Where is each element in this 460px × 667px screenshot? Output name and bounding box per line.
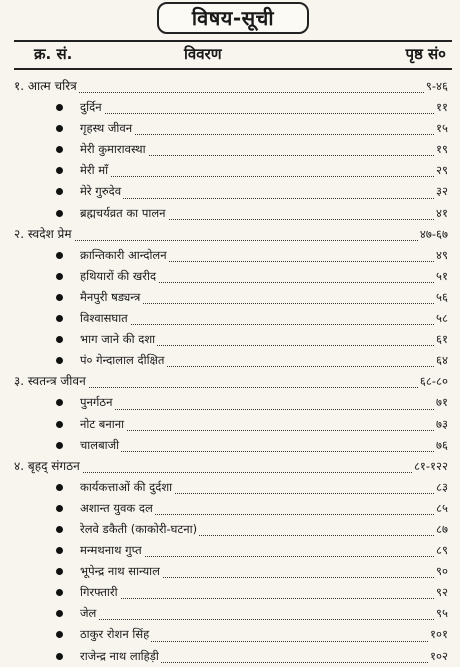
toc-section[interactable] <box>14 456 452 477</box>
bullet-icon <box>56 526 63 533</box>
bullet-icon <box>56 610 63 617</box>
bullet-icon <box>56 273 63 280</box>
entry-title: मेरे गुरुदेव <box>80 181 123 202</box>
title-box <box>157 2 309 34</box>
entry-page: ७६ <box>434 435 448 456</box>
entry-title: दुर्दिन <box>80 97 104 118</box>
bullet-icon <box>56 653 63 660</box>
toc-section[interactable] <box>14 371 452 392</box>
entry-page: ८३ <box>434 477 448 498</box>
toc-entry[interactable] <box>14 308 452 329</box>
leader-dots <box>80 619 448 620</box>
header-page-no: पृष्ठ सं० <box>405 45 446 63</box>
entry-title: पं० गेन्दालाल दीक्षित <box>80 350 166 371</box>
bullet-icon <box>56 104 63 111</box>
bullet-icon <box>56 399 63 406</box>
bullet-icon <box>56 505 63 512</box>
leader-dots <box>80 409 448 410</box>
entry-page: ११ <box>434 97 448 118</box>
toc-entry[interactable] <box>14 519 452 540</box>
entry-title: भाग जाने की दशा <box>80 329 157 350</box>
section-title: २. स्वदेश प्रेम <box>14 224 74 245</box>
section-page-range: ४७-६७ <box>418 224 448 245</box>
bullet-icon <box>56 146 63 153</box>
entry-page: ६१ <box>434 329 448 350</box>
toc-entry[interactable] <box>14 350 452 371</box>
entry-page: ४९ <box>434 245 448 266</box>
toc-entry[interactable] <box>14 203 452 224</box>
entry-page: ८९ <box>434 540 448 561</box>
bullet-icon <box>56 547 63 554</box>
toc-entry[interactable] <box>14 160 452 181</box>
bullet-icon <box>56 484 63 491</box>
entry-page: ५८ <box>434 308 448 329</box>
leader-dots <box>14 92 448 93</box>
entry-page: १५ <box>434 118 448 139</box>
leader-dots <box>80 598 448 599</box>
column-header <box>14 44 452 68</box>
entry-page: ८७ <box>434 519 448 540</box>
toc-entry[interactable] <box>14 97 452 118</box>
bullet-icon <box>56 631 63 638</box>
entry-page: ९५ <box>434 603 448 624</box>
entry-title: कार्यकत्ताओं की दुर्दशा <box>80 477 174 498</box>
bullet-icon <box>56 357 63 364</box>
entry-title: मैनपुरी षड्यन्त्र <box>80 287 142 308</box>
bullet-icon <box>56 252 63 259</box>
bullet-icon <box>56 442 63 449</box>
toc-entry[interactable] <box>14 266 452 287</box>
entry-title: विश्वासघात <box>80 308 130 329</box>
entry-title: अशान्त युवक दल <box>80 498 155 519</box>
leader-dots <box>80 324 448 325</box>
toc-entry[interactable] <box>14 540 452 561</box>
entry-title: नोट बनाना <box>80 414 126 435</box>
entry-page: ८५ <box>434 498 448 519</box>
header-description: विवरण <box>184 45 222 63</box>
entry-page: ६४ <box>434 350 448 371</box>
entry-title: मेरी कुमारावस्था <box>80 139 148 160</box>
entry-page: १०१ <box>428 624 448 645</box>
toc-entry[interactable] <box>14 646 452 667</box>
toc-entry[interactable] <box>14 414 452 435</box>
header-rule <box>14 68 452 70</box>
leader-dots <box>14 240 448 241</box>
entry-title: हथियारों की खरीद <box>80 266 158 287</box>
entry-title: गृहस्थ जीवन <box>80 118 134 139</box>
bullet-icon <box>56 421 63 428</box>
toc-entry[interactable] <box>14 477 452 498</box>
toc-section[interactable] <box>14 76 452 97</box>
toc-entry[interactable] <box>14 392 452 413</box>
entry-title: पुनर्गठन <box>80 392 114 413</box>
entry-page: २९ <box>434 160 448 181</box>
toc-entry[interactable] <box>14 287 452 308</box>
entry-title: गिरफ्तारी <box>80 582 120 603</box>
entry-page: ७१ <box>434 392 448 413</box>
entry-page: ५१ <box>434 266 448 287</box>
toc-entry[interactable] <box>14 118 452 139</box>
top-rule <box>14 40 452 42</box>
bullet-icon <box>56 589 63 596</box>
entry-title: मन्मथनाथ गुप्त <box>80 540 144 561</box>
entry-page: १९ <box>434 139 448 160</box>
toc-entry[interactable] <box>14 435 452 456</box>
leader-dots <box>80 198 448 199</box>
entry-page: १०२ <box>428 646 448 667</box>
section-page-range: ६८-८० <box>418 371 448 392</box>
section-page-range: ८१-१२२ <box>412 456 448 477</box>
bullet-icon <box>56 315 63 322</box>
toc-list <box>14 76 452 667</box>
toc-entry[interactable] <box>14 603 452 624</box>
toc-entry[interactable] <box>14 498 452 519</box>
entry-page: ७३ <box>434 414 448 435</box>
toc-entry[interactable] <box>14 582 452 603</box>
entry-title: ब्रह्मचर्यव्रत का पालन <box>80 203 168 224</box>
leader-dots <box>80 113 448 114</box>
toc-entry[interactable] <box>14 329 452 350</box>
header-serial-no: क्र. सं. <box>34 45 73 63</box>
bullet-icon <box>56 568 63 575</box>
entry-title: ठाकुर रोशन सिंह <box>80 624 151 645</box>
toc-entry[interactable] <box>14 181 452 202</box>
leader-dots <box>80 134 448 135</box>
bullet-icon <box>56 210 63 217</box>
entry-title: चालबाजी <box>80 435 121 456</box>
entry-title: राजेन्द्र नाथ लाहिड़ी <box>80 646 161 667</box>
toc-entry[interactable] <box>14 139 452 160</box>
entry-title: क्रान्तिकारी आन्दोलन <box>80 245 169 266</box>
section-title: ३. स्वतन्त्र जीवन <box>14 371 88 392</box>
bullet-icon <box>56 336 63 343</box>
bullet-icon <box>56 167 63 174</box>
bullet-icon <box>56 188 63 195</box>
section-title: ४. बृहद् संगठन <box>14 456 82 477</box>
entry-title: जेल <box>80 603 98 624</box>
entry-page: ५६ <box>434 287 448 308</box>
entry-page: ३२ <box>434 181 448 202</box>
bullet-icon <box>56 125 63 132</box>
leader-dots <box>80 451 448 452</box>
section-title: १. आत्म चरित्र <box>14 76 79 97</box>
toc-entry[interactable] <box>14 245 452 266</box>
entry-page: ९० <box>434 561 448 582</box>
page-title: विषय-सूची <box>191 6 275 30</box>
entry-page: ९२ <box>434 582 448 603</box>
toc-entry[interactable] <box>14 624 452 645</box>
entry-title: रेलवे डकैती (काकोरी-घटना) <box>80 519 199 540</box>
leader-dots <box>80 430 448 431</box>
toc-entry[interactable] <box>14 561 452 582</box>
entry-title: भूपेन्द्र नाथ सान्याल <box>80 561 162 582</box>
entry-title: मेरी माँ <box>80 160 110 181</box>
section-page-range: ९-४६ <box>424 76 448 97</box>
entry-page: ४१ <box>434 203 448 224</box>
bullet-icon <box>56 294 63 301</box>
leader-dots <box>80 176 448 177</box>
toc-section[interactable] <box>14 224 452 245</box>
